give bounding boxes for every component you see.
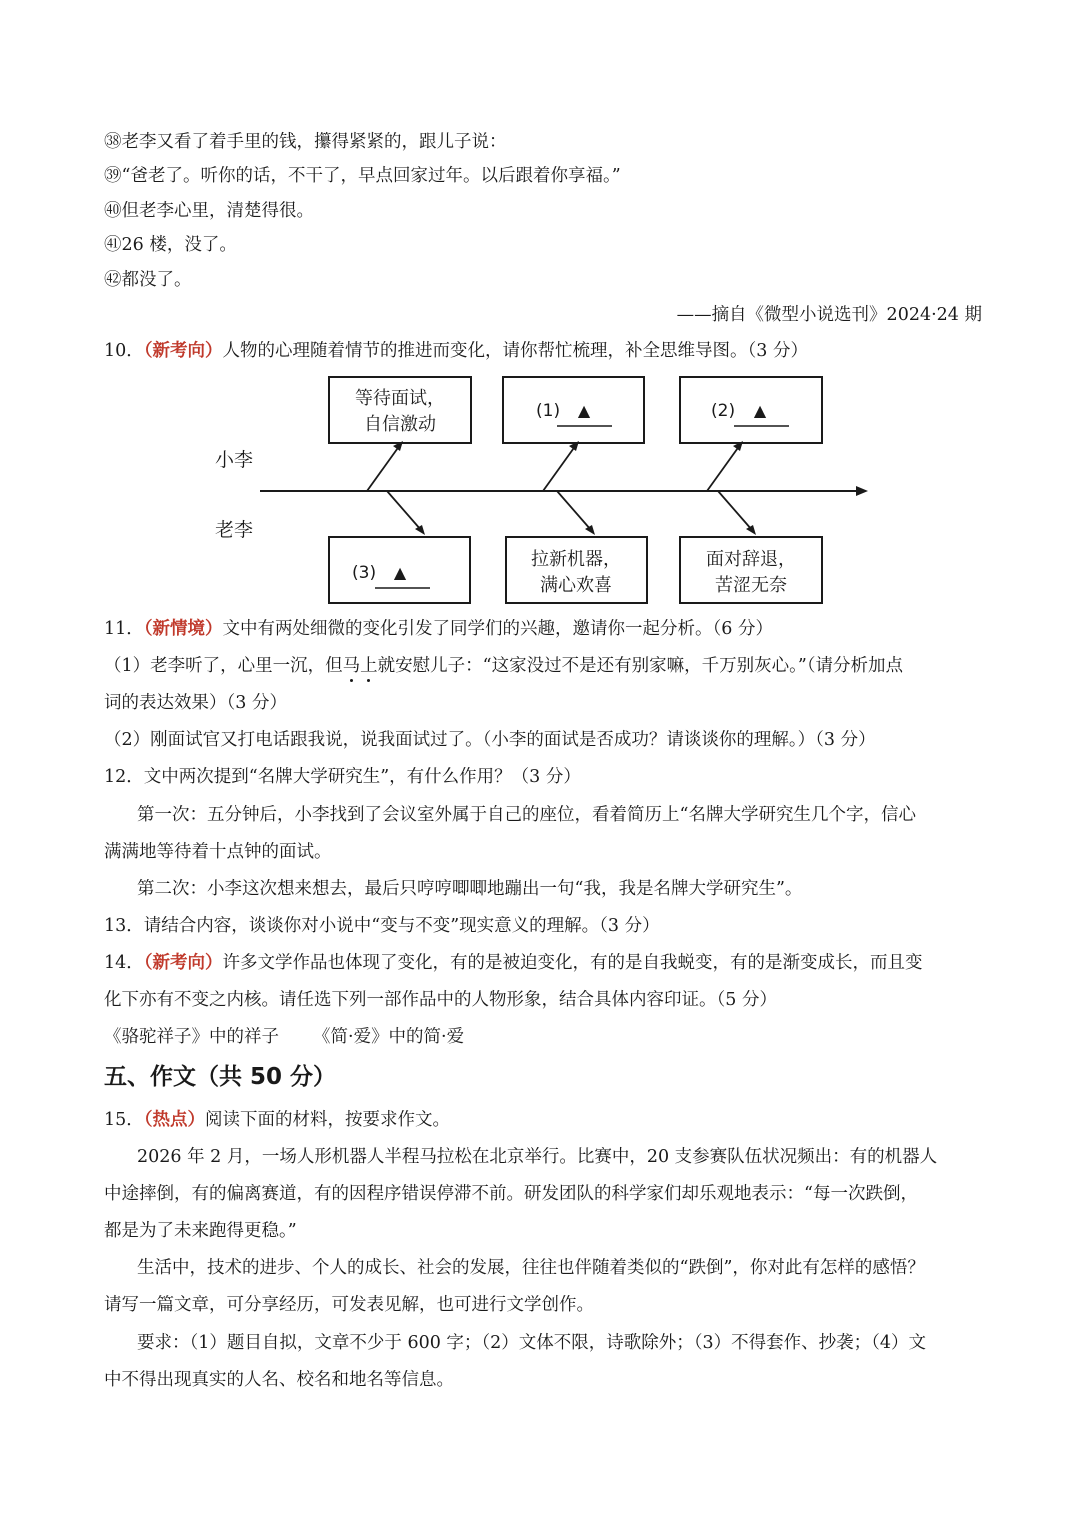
question-number: 15． — [104, 1110, 144, 1130]
question-11-sub-1-continued: 词的表达效果）（3 分） — [104, 693, 287, 713]
question-13: 13．请结合内容，谈谈你对小说中“变与不变”现实意义的理解。（3 分） — [104, 916, 660, 936]
requirements-line-2: 中不得出现真实的人名、校名和地名等信息。 — [104, 1370, 454, 1390]
story-paragraph-41: ㊶26 楼，没了。 — [104, 235, 237, 255]
question-tag: （热点） — [143, 1110, 206, 1130]
question-number: 14． — [104, 953, 144, 973]
question-text: 文中有两处细微的变化引发了同学们的兴趣，邀请你一起分析。（6 分） — [222, 619, 773, 639]
story-paragraph-39: ㊴“爸老了。听你的话，不干了，早点回家过年。以后跟着你享福。” — [104, 166, 621, 186]
xiaoli-box-1-line-1: 等待面试， — [355, 388, 445, 409]
question-14 — [104, 951, 984, 975]
question-14-continued: 化下亦有不变之内核。请任选下列一部作品中的人物形象，结合具体内容印证。（5 分） — [104, 990, 777, 1010]
story-paragraph-38: ㊳老李又看了着手里的钱，攥得紧紧的，跟儿子说： — [104, 132, 507, 152]
option-xiangzi: 《骆驼祥子》中的祥子 — [104, 1027, 279, 1047]
mind-map-diagram — [200, 370, 880, 610]
xiaoli-box-2 — [503, 377, 644, 443]
sub-question-text: （1）老李听了，心里一沉，但 — [104, 656, 343, 676]
laoli-box-2-line-1: 拉新机器， — [531, 549, 621, 570]
question-number: 10． — [104, 341, 144, 361]
section-heading-composition: 五、作文（共 50 分） — [104, 1064, 337, 1090]
option-jane-eyre: 《简·爱》中的简·爱 — [313, 1027, 465, 1047]
material-paragraph-1-line-2: 中途摔倒，有的偏离赛道，有的因程序错误停滞不前。研发团队的科学家们却乐观地表示：“每一次跌倒， — [104, 1184, 918, 1204]
question-text: 阅读下面的材料，按要求作文。 — [205, 1110, 451, 1130]
xiaoli-box-1-line-2: 自信激动 — [364, 414, 436, 435]
sub-question-text: 就安慰儿子：“这家没过不是还有别家嘛，千万别灰心。”（请分析加点 — [377, 656, 904, 676]
question-tag: （新考向） — [143, 953, 223, 973]
blank-2-marker: ▲ — [753, 401, 767, 420]
story-source: ——摘自《微型小说选刊》2024·24 期 — [676, 305, 982, 325]
question-12: 12．文中两次提到“名牌大学研究生”，有什么作用？（3 分） — [104, 767, 581, 787]
material-paragraph-1: 2026 年 2 月，一场人形机器人半程马拉松在北京举行。比赛中，20 支参赛队伍状况频出：有的机器人 — [137, 1147, 938, 1167]
question-11 — [104, 617, 984, 641]
question-14-options — [104, 1025, 984, 1049]
laoli-box-2-line-2: 满心欢喜 — [540, 575, 612, 596]
material-paragraph-2: 生活中，技术的进步、个人的成长、社会的发展，往往也伴随着类似的“跌倒”，你对此有怎样的感悟？ — [137, 1258, 925, 1278]
laoli-box-3-line-2: 苦涩无奈 — [715, 575, 787, 596]
question-number: 11． — [104, 619, 144, 639]
question-11-sub-2: （2）刚面试官又打电话跟我说，说我面试过了。（小李的面试是否成功？请谈谈你的理解。）（3 分） — [104, 730, 876, 750]
emphasis-dotted-char: 上 — [360, 656, 378, 676]
question-15 — [104, 1108, 984, 1132]
question-12-second-mention: 第二次：小李这次想来想去，最后只哼哼唧唧地蹦出一句“我，我是名牌大学研究生”。 — [137, 879, 803, 899]
question-tag: （新情境） — [143, 619, 223, 639]
connector-arrows — [367, 441, 756, 535]
laoli-box-3-line-1: 面对辞退， — [706, 549, 796, 570]
blank-3-label: (3) — [352, 563, 377, 583]
blank-3-marker: ▲ — [393, 563, 407, 582]
story-paragraph-40: ㊵但老李心里，清楚得很。 — [104, 201, 314, 221]
story-paragraph-42: ㊷都没了。 — [104, 270, 192, 290]
question-text: 许多文学作品也体现了变化，有的是被迫变化，有的是自我蜕变，有的是渐变成长，而且变 — [222, 953, 923, 973]
question-12-first-mention: 第一次：五分钟后，小李找到了会议室外属于自己的座位，看着简历上“名牌大学研究生几个字，信心 — [137, 805, 916, 825]
timeline-arrowhead — [856, 486, 868, 496]
requirements: 要求：（1）题目自拟，文章不少于 600 字；（2）文体不限，诗歌除外；（3）不得套作、抄袭；（4）文 — [137, 1333, 927, 1353]
material-paragraph-2-line-2: 请写一篇文章，可分享经历，可发表见解，也可进行文学创作。 — [104, 1295, 594, 1315]
xiaoli-box-3 — [680, 377, 822, 443]
label-laoli: 老李 — [215, 519, 254, 541]
material-paragraph-1-line-3: 都是为了未来跑得更稳。” — [104, 1221, 297, 1241]
question-11-sub-1 — [104, 654, 984, 678]
blank-2-label: (2) — [711, 401, 736, 421]
question-12-first-mention-continued: 满满地等待着十点钟的面试。 — [104, 842, 332, 862]
blank-1-marker: ▲ — [577, 401, 591, 420]
question-tag: （新考向） — [143, 341, 223, 361]
question-text: 人物的心理随着情节的推进而变化，请你帮忙梳理，补全思维导图。（3 分） — [222, 341, 808, 361]
emphasis-dotted-char: 马 — [342, 656, 361, 676]
label-xiaoli: 小李 — [215, 449, 254, 471]
blank-1-label: (1) — [536, 401, 561, 421]
question-10 — [104, 339, 984, 363]
